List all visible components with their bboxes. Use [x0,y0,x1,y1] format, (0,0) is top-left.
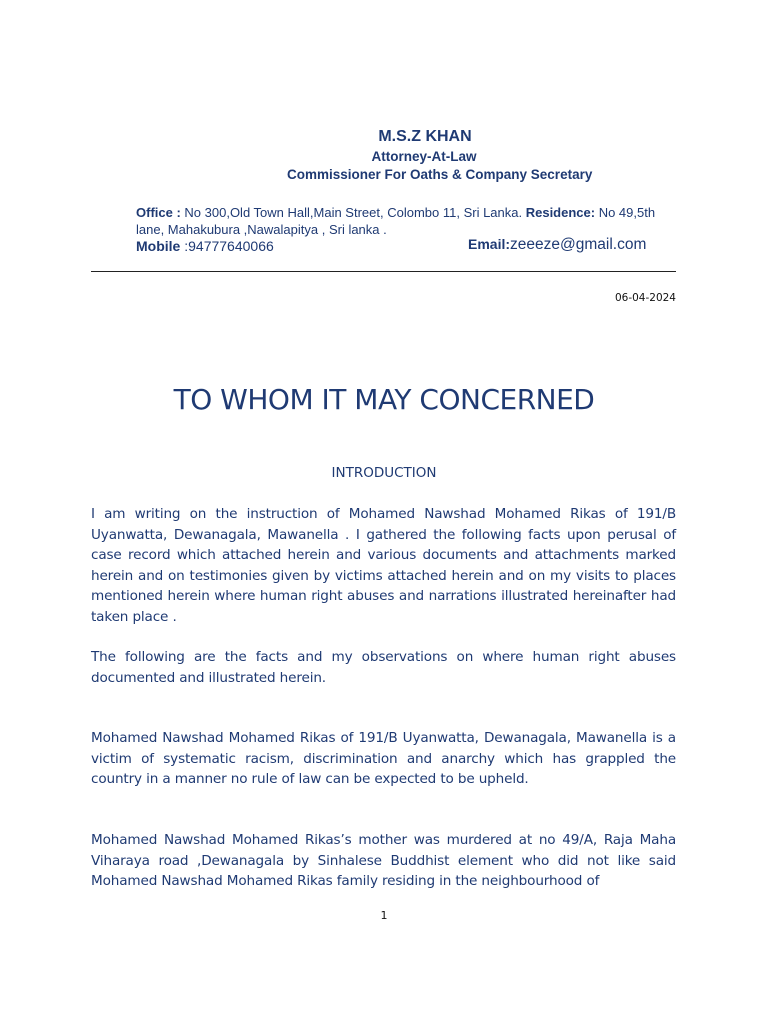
attorney-name: M.S.Z KHAN [378,128,472,145]
letterhead-divider [91,271,676,272]
address-block [136,204,656,238]
body-paragraph: The following are the facts and my observations on where human right abuses documented and illustrated herein. [91,649,676,686]
email-label: Email: [468,236,511,252]
body-paragraph: I am writing on the instruction of Mohamed Nawshad Mohamed Rikas of 191/B Uyanwatta, Dewanagala, Mawanella . I gathered the following facts upon perusal of case record which attached herein and various documents and attachments marked herein and on testimonies given by victims attached herein and on my visits to places mentioned herein where human right abuses and narrations illustrated hereinafter had taken place . [91,506,676,625]
mobile-line [136,238,274,254]
letter-date: 06-04-2024 [614,292,676,304]
residence-label: Residence: [525,205,596,220]
attorney-title: Attorney-At-Law [371,149,477,164]
mobile-label: Mobile [136,238,181,254]
body-paragraph: Mohamed Nawshad Mohamed Rikas of 191/B Uyanwatta, Dewanagala, Mawanella is a victim of systematic racism, discrimination and anarchy which has grappled the country in a manner no rule of law can be expected to be upheld. [91,730,676,787]
section-heading-introduction: INTRODUCTION [331,465,437,481]
body-paragraph: Mohamed Nawshad Mohamed Rikas’s mother was murdered at no 49/A, Raja Maha Viharaya road ,Dewanagala by Sinhalese Buddhist element who did not like said Mohamed Nawshad Mohamed Rikas family residing in the neighbourhood of [91,832,676,889]
email-address[interactable]: zeeeze@gmail.com [510,236,647,253]
office-label: Office : [136,205,181,220]
office-address: No 300,Old Town Hall,Main Street, Colombo 11, Sri Lanka. [180,205,526,220]
document-heading: TO WHOM IT MAY CONCERNED [173,383,595,416]
attorney-subtitle: Commissioner For Oaths & Company Secretary [287,167,593,182]
page-number: 1 [380,909,388,922]
mobile-number: :94777640066 [180,238,274,254]
residence-address: No 49,5th lane, Mahakubura ,Nawalapitya , Sri lanka . [136,205,656,237]
email-line [468,236,646,254]
